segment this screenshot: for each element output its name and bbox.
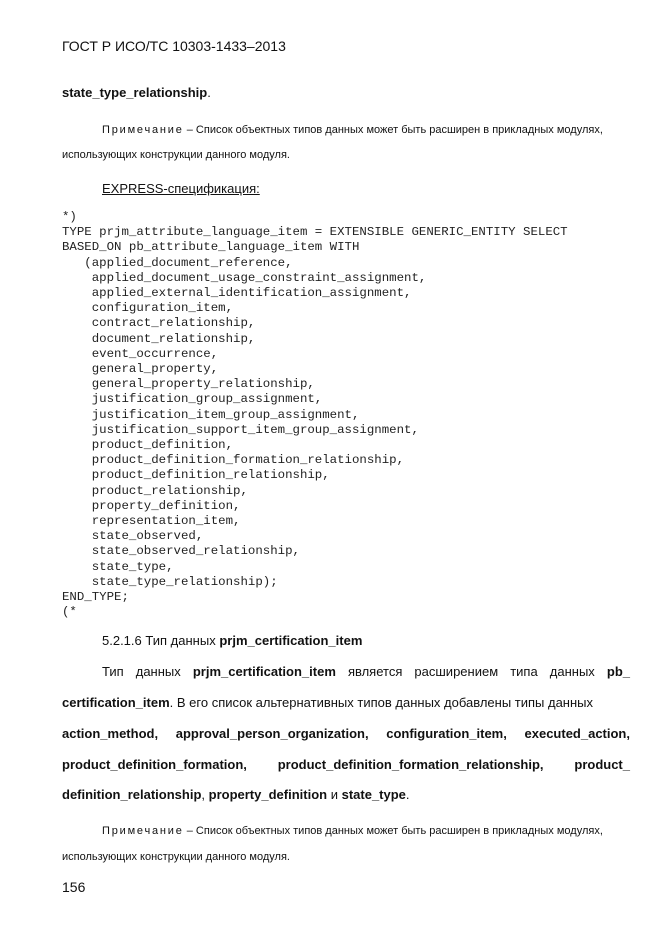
note1-text: Список объектных типов данных может быть расширен в прикладных модулях,	[195, 124, 603, 136]
section-heading	[102, 633, 362, 648]
para-term: approval_person_organization,	[175, 726, 369, 741]
code-line: general_property,	[62, 362, 219, 377]
para-term: action_method,	[62, 726, 159, 741]
para-term: prjm_certification_item	[192, 664, 336, 679]
code-line: property_definition,	[62, 498, 241, 513]
code-line: product_relationship,	[62, 483, 248, 498]
code-line: event_occurrence,	[62, 346, 219, 361]
para-term: executed_action,	[524, 726, 630, 741]
para-row-2	[62, 695, 593, 710]
para-row-4	[62, 757, 630, 772]
code-line: general_property_relationship,	[62, 377, 315, 392]
code-line: *)	[62, 210, 77, 224]
para-text: и	[327, 787, 342, 802]
note2-label: Примечание	[102, 825, 184, 837]
para-term: pb_	[606, 664, 630, 679]
note1-line1	[102, 124, 603, 136]
para-word: данных	[135, 664, 181, 679]
para-word: типа	[510, 664, 538, 679]
para-word: Тип	[102, 664, 124, 679]
code-line: state_type,	[62, 559, 174, 574]
para-row-5	[62, 787, 410, 802]
code-line: contract_relationship,	[62, 316, 256, 331]
page-number: 156	[62, 879, 86, 895]
para-word: данных	[549, 664, 595, 679]
code-line: state_observed_relationship,	[62, 544, 300, 559]
note1-label: Примечание	[102, 124, 184, 136]
section-number: 5.2.1.6	[102, 633, 142, 648]
para-term: definition_relationship	[62, 787, 202, 802]
para-term: configuration_item,	[386, 726, 507, 741]
note1-dash: –	[186, 124, 193, 136]
code-line: document_relationship,	[62, 331, 256, 346]
note2-line2: использующих конструкции данного модуля.	[62, 851, 290, 863]
code-line: state_type_relationship);	[62, 574, 278, 589]
code-line: TYPE prjm_attribute_language_item = EXTENSIBLE GENERIC_ENTITY SELECT	[62, 225, 568, 240]
para-term: certification_item	[62, 695, 170, 710]
code-line: representation_item,	[62, 514, 241, 529]
code-line: END_TYPE;	[62, 590, 129, 605]
para-term: product_	[574, 757, 630, 772]
intro-line	[62, 85, 211, 100]
para-term: product_definition_formation_relationship,	[277, 757, 544, 772]
para-term: product_definition_formation,	[62, 757, 247, 772]
code-line: applied_document_usage_constraint_assignment,	[62, 270, 427, 285]
code-line: BASED_ON pb_attribute_language_item WITH	[62, 240, 360, 255]
code-line: configuration_item,	[62, 301, 234, 316]
para-row-1	[102, 664, 630, 679]
code-line: justification_item_group_assignment,	[62, 407, 360, 422]
para-word: является	[347, 664, 403, 679]
code-line: justification_group_assignment,	[62, 392, 323, 407]
section-title-bold: prjm_certification_item	[219, 633, 363, 648]
para-term: state_type	[341, 787, 406, 802]
code-line: state_observed,	[62, 529, 204, 544]
code-line: product_definition_formation_relationship,	[62, 453, 405, 468]
para-row-3	[62, 726, 630, 741]
para-text: . В его список альтернативных типов данных добавлены типы данных	[169, 695, 594, 710]
para-word: расширением	[414, 664, 499, 679]
code-line: (applied_document_reference,	[62, 255, 293, 270]
document-header: ГОСТ Р ИСО/ТС 10303-1433–2013	[62, 38, 286, 54]
express-heading: EXPRESS-спецификация:	[102, 181, 260, 196]
code-line: product_definition,	[62, 438, 234, 453]
code-line: justification_support_item_group_assignment,	[62, 422, 419, 437]
para-term: property_definition	[208, 787, 328, 802]
code-line: (*	[62, 605, 77, 620]
section-title-prefix: Тип данных	[145, 633, 216, 648]
express-code-block	[62, 210, 568, 620]
para-text: .	[405, 787, 410, 802]
note2-text: Список объектных типов данных может быть расширен в прикладных модулях,	[195, 825, 603, 837]
intro-suffix: .	[207, 85, 211, 100]
para-text: ,	[201, 787, 209, 802]
code-line: product_definition_relationship,	[62, 468, 330, 483]
note1-line2: использующих конструкции данного модуля.	[62, 149, 290, 161]
intro-term: state_type_relationship	[62, 85, 208, 100]
note2-line1	[102, 825, 603, 837]
note2-dash: –	[186, 825, 193, 837]
code-line: applied_external_identification_assignment,	[62, 286, 412, 301]
